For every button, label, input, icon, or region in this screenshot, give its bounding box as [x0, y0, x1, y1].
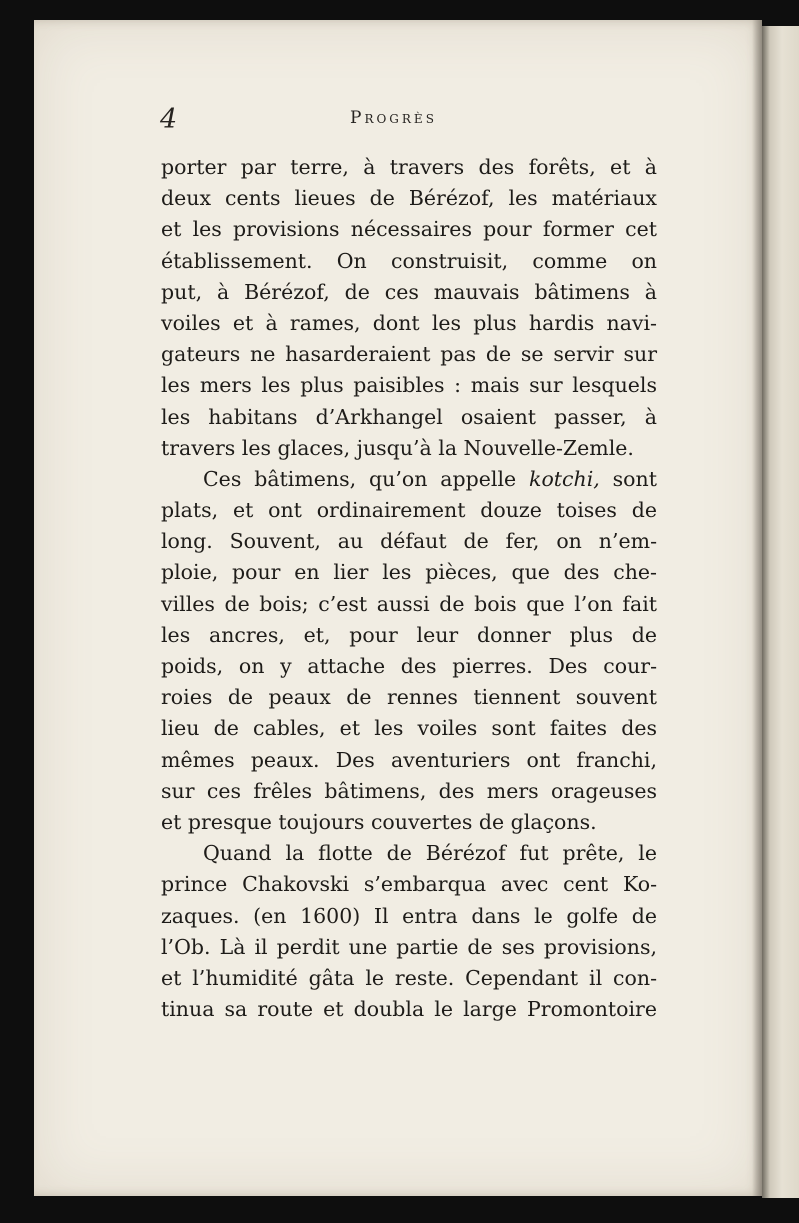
text-line: voiles et à rames, dont les plus hardis navi-: [161, 310, 657, 335]
body-text: [161, 152, 657, 1025]
text-line: établissement. On construisit, comme on: [161, 248, 657, 273]
text-line: prince Chakovski s’embarqua avec cent Ko-: [161, 872, 657, 897]
page-gutter-shadow: [752, 20, 762, 1196]
text-line: porter par terre, à travers des forêts, et à: [161, 155, 657, 179]
text-line: Quand la flotte de Bérézof fut prête, le: [203, 841, 657, 866]
text-line: les mers les plus paisibles : mais sur lesquels: [161, 373, 657, 398]
adjacent-page-edge: [762, 26, 799, 1198]
running-head: Progrès: [350, 108, 437, 128]
text-line: et l’humidité gâta le reste. Cependant il con-: [161, 965, 657, 990]
text-line: et les provisions nécessaires pour former cet: [161, 217, 657, 242]
text-line: tinua sa route et doubla le large Promontoire: [161, 997, 657, 1022]
text-line: put, à Bérézof, de ces mauvais bâtimens à: [161, 279, 657, 304]
text-line: villes de bois; c’est aussi de bois que l’on fait: [161, 591, 657, 616]
page-number: 4: [160, 104, 178, 135]
text-line: zaques. (en 1600) Il entra dans le golfe de: [161, 903, 657, 928]
text-segment: sont: [612, 466, 657, 491]
text-line: deux cents lieues de Bérézof, les matériaux: [161, 186, 657, 211]
text-line: les ancres, et, pour leur donner plus de: [161, 622, 657, 647]
text-line-with-italic: [161, 464, 657, 495]
text-line: et presque toujours couvertes de glaçons.: [161, 809, 597, 834]
text-line: long. Souvent, au défaut de fer, on n’em-: [161, 529, 657, 554]
text-line: mêmes peaux. Des aventuriers ont franchi,: [161, 747, 657, 772]
text-line: poids, on y attache des pierres. Des cour-: [161, 654, 657, 678]
text-line: sur ces frêles bâtimens, des mers orageuses: [161, 778, 657, 803]
text-line: plats, et ont ordinairement douze toises de: [161, 498, 657, 523]
page-header: [160, 100, 660, 140]
text-line: l’Ob. Là il perdit une partie de ses provisions,: [161, 934, 657, 959]
text-line: les habitans d’Arkhangel osaient passer, à: [161, 404, 657, 429]
text-line: ploie, pour en lier les pièces, que des che-: [161, 560, 657, 585]
text-line: lieu de cables, et les voiles sont faites des: [161, 716, 657, 741]
italic-term-kotchi: kotchi,: [529, 466, 600, 491]
text-line: travers les glaces, jusqu’à la Nouvelle-Zemle.: [161, 435, 634, 460]
text-line: roies de peaux de rennes tiennent souvent: [161, 685, 657, 710]
text-line: gateurs ne hasarderaient pas de se servir sur: [161, 342, 657, 367]
text-segment: Ces bâtimens, qu’on appelle: [203, 466, 517, 491]
